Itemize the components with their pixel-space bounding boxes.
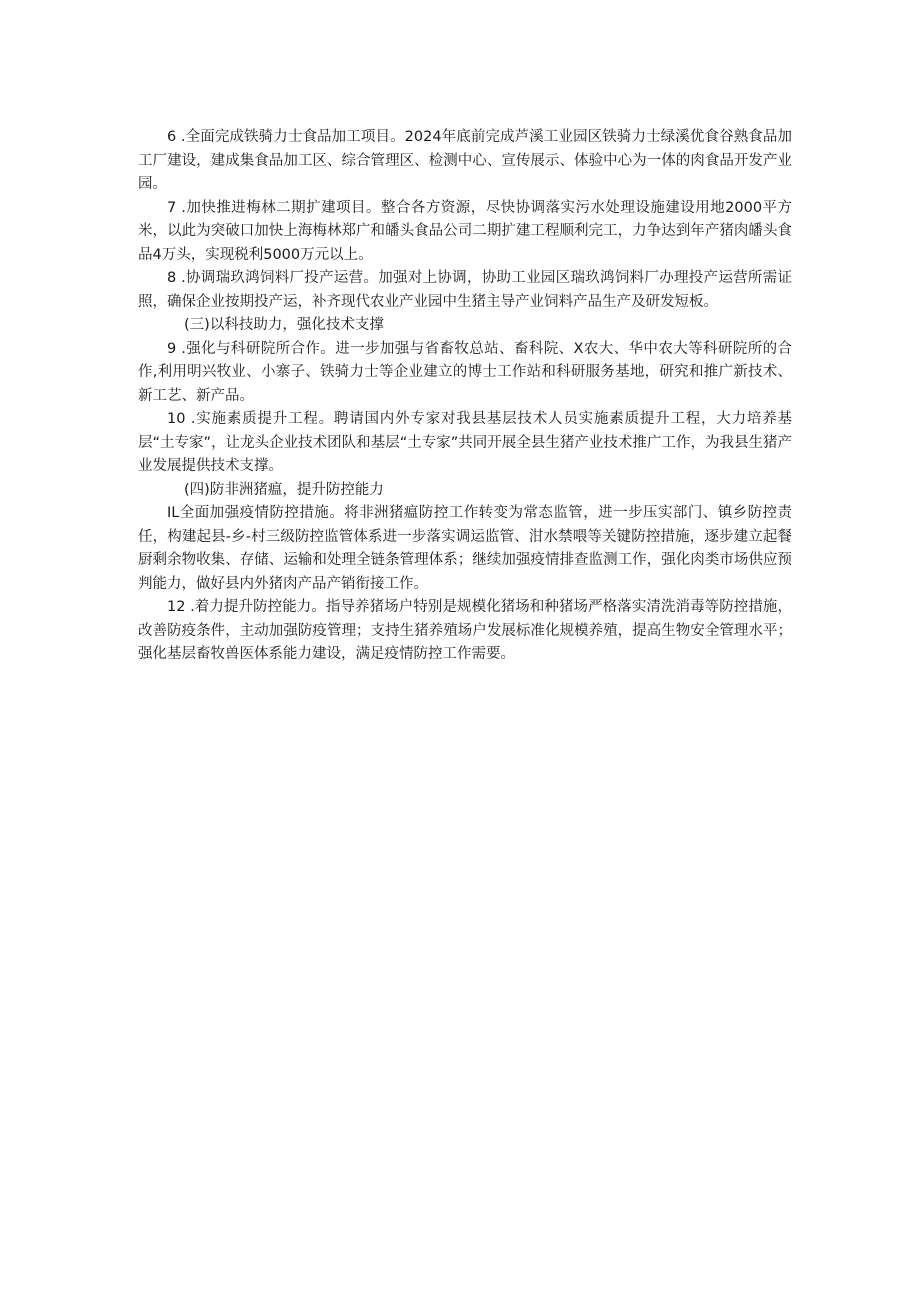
paragraph-item-12: 12 .着力提升防控能力。指导养猪场户特别是规模化猪场和种猪场严格落实清洗消毒等防控措施，改善防疫条件，主动加强防疫管理；支持生猪养殖场户发展标准化规模养殖，提高生物安全管理水平；强化基层畜牧兽医体系能力建设，满足疫情防控工作需要。 [138,599,792,662]
document-body [138,126,792,667]
paragraph-item-6: 6 .全面完成铁骑力士食品加工项目。2024年底前完成芦溪工业园区铁骑力士绿溪优食谷熟食品加工厂建设，建成集食品加工区、综合管理区、检测中心、宣传展示、体验中心为一体的肉食品开发产业园。 [138,129,792,192]
section-heading-3: (三)以科技助力，强化技术支撑 [184,317,384,333]
paragraph-item-11: IL全面加强疫情防控措施。将非洲猪瘟防控工作转变为常态监管，进一步压实部门、镇乡防控责任，构建起县-乡-村三级防控监管体系进一步落实调运监管、泔水禁喂等关键防控措施，逐步建立起餐厨剩余物收集、存储、运输和处理全链条管理体系；继续加强疫情排查监测工作，强化肉类市场供应预判能力，做好县内外猪肉产品产销衔接工作。 [138,505,792,592]
section-heading-4: (四)防非洲猪瘟，提升防控能力 [184,481,384,498]
paragraph-item-9: 9 .强化与科研院所合作。进一步加强与省畜牧总站、畜科院、X农大、华中农大等科研院所的合作,利用明兴牧业、小寨子、铁骑力士等企业建立的博士工作站和科研服务基地，研究和推广新技术、新工艺、新产品。 [138,340,792,404]
paragraph-item-8: 8 .协调瑞玖鸿饲料厂投产运营。加强对上协调，协助工业园区瑞玖鸿饲料厂办理投产运营所需证照，确保企业按期投产运，补齐现代农业产业园中生猪主导产业饲料产品生产及研发短板。 [138,270,792,310]
paragraph-item-7: 7 .加快推进梅林二期扩建项目。整合各方资源，尽快协调落实污水处理设施建设用地2000平方米，以此为突破口加快上海梅林郑广和皤头食品公司二期扩建工程顺利完工，力争达到年产猪肉皤头食品4万头，实现税利5000万元以上。 [138,199,792,263]
paragraph-item-10: 10 .实施素质提升工程。聘请国内外专家对我县基层技术人员实施素质提升工程，大力培养基层“土专家”，让龙头企业技术团队和基层“土专家”共同开展全县生猪产业技术推广工作，为我县生猪产业发展提供技术支撑。 [138,411,792,474]
